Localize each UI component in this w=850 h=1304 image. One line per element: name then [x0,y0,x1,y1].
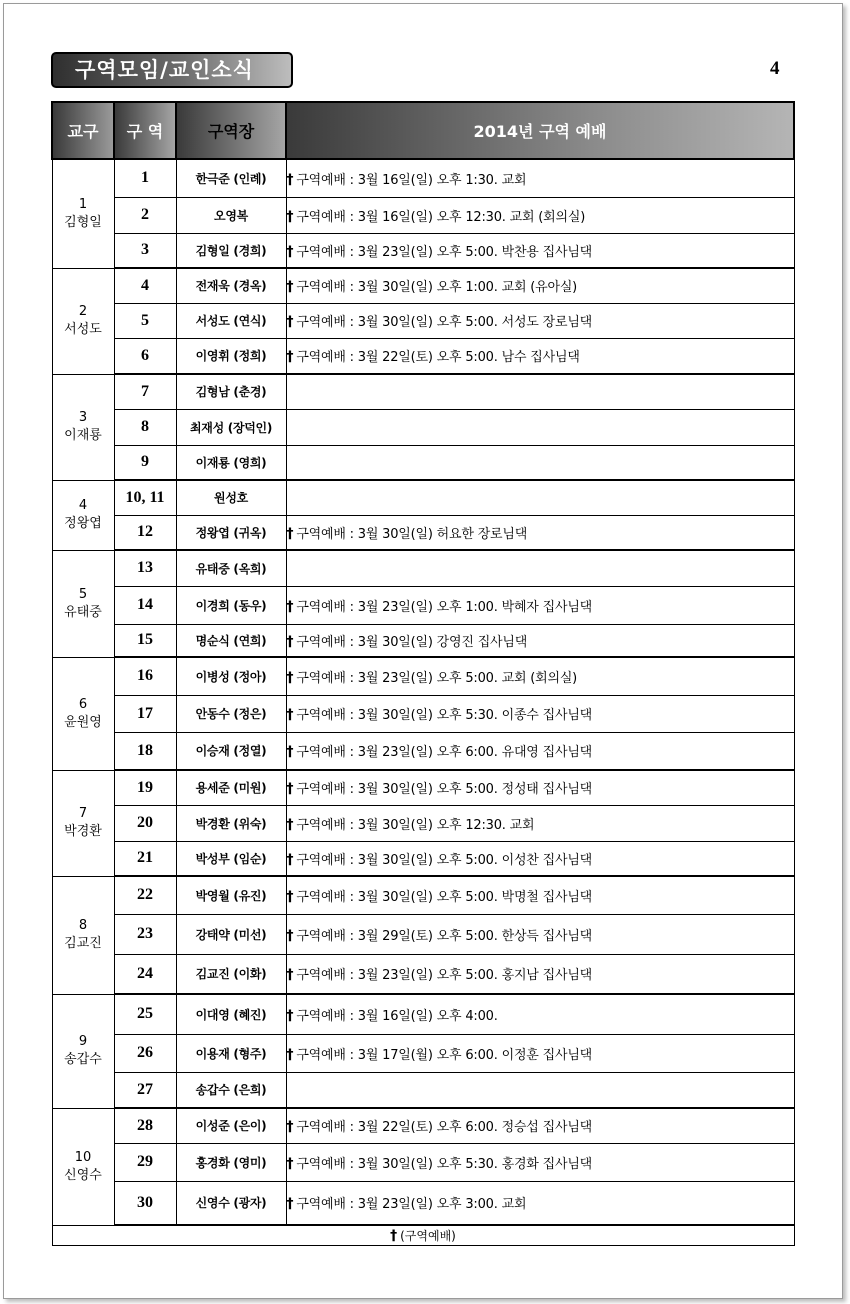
schedule-cell [286,624,794,657]
district-number: 29 [114,1143,176,1181]
schedule-cell [286,374,794,409]
district-number: 4 [114,268,176,303]
parish-leader-name: 유태중 [64,604,102,620]
district-number: 2 [114,197,176,233]
district-number: 12 [114,515,176,550]
district-number: 15 [114,624,176,657]
schedule-cell [286,695,794,732]
cross-icon: † [286,171,294,188]
parish-leader-name: 서성도 [64,322,102,337]
schedule-cell [286,1143,794,1181]
schedule-text: 구역예배 : 3월 23일(일) 오후 5:00. 박찬용 집사님댁 [296,244,593,260]
table-row [52,445,794,480]
parish-number: 3 [78,410,88,425]
district-leader: 김형남 (춘경) [176,374,286,409]
cross-icon: † [286,525,294,542]
parish-number: 5 [78,586,88,602]
district-leader: 이병성 (정아) [176,657,286,695]
schedule-cell [286,1108,794,1143]
district-number: 30 [114,1181,176,1225]
cross-icon: † [286,1155,294,1172]
table-header-row [52,102,794,159]
district-number: 10, 11 [114,480,176,515]
schedule-cell [286,550,794,586]
schedule-text: 구역예배 : 3월 23일(일) 오후 1:00. 박혜자 집사님댁 [296,599,593,615]
section-title: 구역모임/교인소식 [51,52,293,88]
table-row [52,338,794,374]
cross-icon: † [286,243,294,260]
schedule-cell [286,409,794,445]
parish-cell [52,268,114,374]
district-number: 20 [114,805,176,841]
schedule-text: 구역예배 : 3월 16일(일) 오후 4:00. [296,1008,498,1024]
parish-leader-name: 이재룡 [64,428,102,443]
table-row [52,409,794,445]
schedule-cell [286,841,794,876]
table-row [52,515,794,550]
cross-icon: † [286,744,294,761]
schedule-cell [286,233,794,268]
district-number: 18 [114,732,176,770]
district-leader: 이영휘 (정희) [176,338,286,374]
schedule-text: 구역예배 : 3월 30일(일) 오후 5:00. 정성태 집사님댁 [296,782,593,798]
district-schedule-table [51,101,795,1246]
district-leader: 박영월 (유진) [176,876,286,914]
district-number: 25 [114,994,176,1034]
table-row [52,159,794,197]
table-row [52,1143,794,1181]
parish-number: 7 [78,806,88,821]
table-row [52,695,794,732]
cross-icon: † [286,669,294,686]
cross-icon: † [286,208,294,225]
schedule-text: 구역예배 : 3월 30일(일) 강영진 집사님댁 [296,634,528,650]
table-row [52,1108,794,1143]
district-number: 5 [114,303,176,338]
cross-icon: † [286,888,294,905]
cross-icon: † [286,967,294,984]
district-number: 13 [114,550,176,586]
table-row [52,1034,794,1072]
parish-leader-name: 김형일 [64,214,102,230]
district-leader: 서성도 (연식) [176,303,286,338]
district-leader: 정왕엽 (귀옥) [176,515,286,550]
parish-cell [52,994,114,1108]
district-number: 7 [114,374,176,409]
parish-number: 4 [78,498,88,513]
district-leader: 안동수 (정은) [176,695,286,732]
district-number: 9 [114,445,176,480]
schedule-text: 구역예배 : 3월 30일(일) 오후 12:30. 교회 [296,817,535,833]
district-number: 6 [114,338,176,374]
parish-leader-name: 김교진 [64,936,102,951]
table-row [52,994,794,1034]
schedule-text: 구역예배 : 3월 22일(토) 오후 5:00. 남수 집사님댁 [296,350,580,366]
schedule-cell [286,159,794,197]
schedule-cell [286,914,794,954]
schedule-text: 구역예배 : 3월 16일(일) 오후 12:30. 교회 (회의실) [296,209,586,225]
table-row [52,914,794,954]
schedule-cell [286,445,794,480]
schedule-cell [286,268,794,303]
schedule-cell [286,1181,794,1225]
district-number: 22 [114,876,176,914]
cross-icon: † [286,1196,294,1213]
schedule-text: 구역예배 : 3월 30일(일) 허요한 장로님댁 [296,526,528,542]
district-number: 8 [114,409,176,445]
table-row [52,586,794,624]
cross-icon: † [286,1007,294,1024]
table-row [52,268,794,303]
district-leader: 이경희 (동우) [176,586,286,624]
parish-cell [52,374,114,480]
district-number: 21 [114,841,176,876]
cross-icon: † [286,927,294,944]
cross-icon: † [286,707,294,723]
cross-icon: † [286,781,294,798]
schedule-cell [286,515,794,550]
district-leader: 신영수 (광자) [176,1181,286,1225]
parish-leader-name: 정왕엽 [64,516,102,531]
district-leader: 명순식 (연희) [176,624,286,657]
parish-cell [52,657,114,770]
table-row [52,657,794,695]
parish-cell [52,876,114,994]
district-number: 3 [114,233,176,268]
district-leader: 한극준 (인례) [176,159,286,197]
table-row [52,1181,794,1225]
cross-icon: † [286,279,294,296]
schedule-cell [286,1034,794,1072]
schedule-text: 구역예배 : 3월 17일(월) 오후 6:00. 이정훈 집사님댁 [296,1047,593,1063]
district-leader: 원성호 [176,480,286,515]
cross-icon: † [286,314,294,330]
parish-cell [52,1108,114,1225]
schedule-text: 구역예배 : 3월 30일(일) 오후 5:00. 이성찬 집사님댁 [296,852,593,868]
district-number: 28 [114,1108,176,1143]
district-leader: 용세준 (미원) [176,770,286,805]
schedule-cell [286,994,794,1034]
district-number: 26 [114,1034,176,1072]
legend-note [52,1225,794,1246]
cross-icon: † [286,1119,294,1136]
schedule-cell [286,586,794,624]
legend-text: (구역예배) [400,1229,456,1243]
parish-number: 8 [78,918,88,933]
schedule-text: 구역예배 : 3월 30일(일) 오후 1:00. 교회 (유아실) [296,280,578,296]
cross-icon: † [286,633,294,650]
column-header-parish: 교구 [52,102,114,159]
table-row [52,303,794,338]
district-number: 14 [114,586,176,624]
schedule-text: 구역예배 : 3월 30일(일) 오후 5:30. 홍경화 집사님댁 [296,1156,593,1172]
district-number: 16 [114,657,176,695]
district-leader: 이용재 (형주) [176,1034,286,1072]
parish-leader-name: 신영수 [64,1167,102,1183]
schedule-text: 구역예배 : 3월 22일(토) 오후 6:00. 정승섭 집사님댁 [296,1120,593,1136]
parish-leader-name: 윤원영 [64,714,102,730]
district-leader: 전재욱 (경옥) [176,268,286,303]
parish-number: 6 [78,696,88,712]
district-leader: 이성준 (은이) [176,1108,286,1143]
schedule-text: 구역예배 : 3월 29일(토) 오후 5:00. 한상득 집사님댁 [296,928,593,944]
column-header-schedule: 2014년 구역 예배 [286,102,794,159]
schedule-text: 구역예배 : 3월 23일(일) 오후 5:00. 교회 (회의실) [296,670,578,686]
district-leader: 유태중 (옥희) [176,550,286,586]
table-row [52,841,794,876]
table-row [52,374,794,409]
table-row [52,233,794,268]
parish-cell [52,770,114,876]
parish-leader-name: 송갑수 [64,1052,102,1067]
schedule-cell [286,770,794,805]
parish-number: 9 [78,1034,88,1049]
cross-icon: † [286,816,294,833]
column-header-district: 구 역 [114,102,176,159]
district-leader: 박성부 (임순) [176,841,286,876]
schedule-text: 구역예배 : 3월 30일(일) 오후 5:00. 서성도 장로님댁 [296,315,593,330]
schedule-cell [286,876,794,914]
table-body [52,159,794,1225]
page-number: 4 [770,58,780,79]
table-row [52,624,794,657]
parish-number: 10 [74,1149,92,1165]
district-leader: 최재성 (장덕인) [176,409,286,445]
district-leader: 김형일 (경희) [176,233,286,268]
schedule-text: 구역예배 : 3월 23일(일) 오후 6:00. 유대영 집사님댁 [296,745,593,761]
schedule-cell [286,303,794,338]
district-number: 1 [114,159,176,197]
table-row [52,770,794,805]
district-number: 24 [114,954,176,994]
district-leader: 박경환 (위숙) [176,805,286,841]
table-row [52,550,794,586]
district-leader: 이승재 (정열) [176,732,286,770]
column-header-leader: 구역장 [176,102,286,159]
district-leader: 송갑수 (은희) [176,1072,286,1108]
district-leader: 오영복 [176,197,286,233]
parish-cell [52,550,114,657]
schedule-cell [286,657,794,695]
schedule-text: 구역예배 : 3월 23일(일) 오후 5:00. 홍지남 집사님댁 [296,968,593,984]
district-number: 19 [114,770,176,805]
schedule-cell [286,1072,794,1108]
cross-icon: † [286,1046,294,1063]
parish-leader-name: 박경환 [64,824,102,839]
parish-cell [52,159,114,268]
cross-icon: † [286,598,294,615]
parish-cell [52,480,114,550]
schedule-cell [286,480,794,515]
table-row [52,480,794,515]
schedule-cell [286,732,794,770]
schedule-text: 구역예배 : 3월 23일(일) 오후 3:00. 교회 [296,1197,527,1213]
cross-icon: † [286,349,294,366]
table-row [52,805,794,841]
table-row [52,1072,794,1108]
parish-number: 1 [78,196,88,212]
table-row [52,954,794,994]
schedule-text: 구역예배 : 3월 30일(일) 오후 5:30. 이종수 집사님댁 [296,708,593,723]
cross-icon: † [286,851,294,868]
table-row [52,732,794,770]
table-footer-row [52,1225,794,1246]
district-leader: 김교진 (이화) [176,954,286,994]
parish-number: 2 [78,304,88,319]
district-number: 17 [114,695,176,732]
cross-icon: † [390,1228,398,1244]
schedule-cell [286,197,794,233]
district-number: 27 [114,1072,176,1108]
district-leader: 이대영 (혜진) [176,994,286,1034]
table-row [52,876,794,914]
district-number: 23 [114,914,176,954]
schedule-cell [286,338,794,374]
district-leader: 이재룡 (영희) [176,445,286,480]
table-row [52,197,794,233]
schedule-cell [286,954,794,994]
schedule-text: 구역예배 : 3월 30일(일) 오후 5:00. 박명철 집사님댁 [296,889,593,905]
district-leader: 강태약 (미선) [176,914,286,954]
schedule-cell [286,805,794,841]
schedule-text: 구역예배 : 3월 16일(일) 오후 1:30. 교회 [296,172,527,188]
district-leader: 홍경화 (영미) [176,1143,286,1181]
